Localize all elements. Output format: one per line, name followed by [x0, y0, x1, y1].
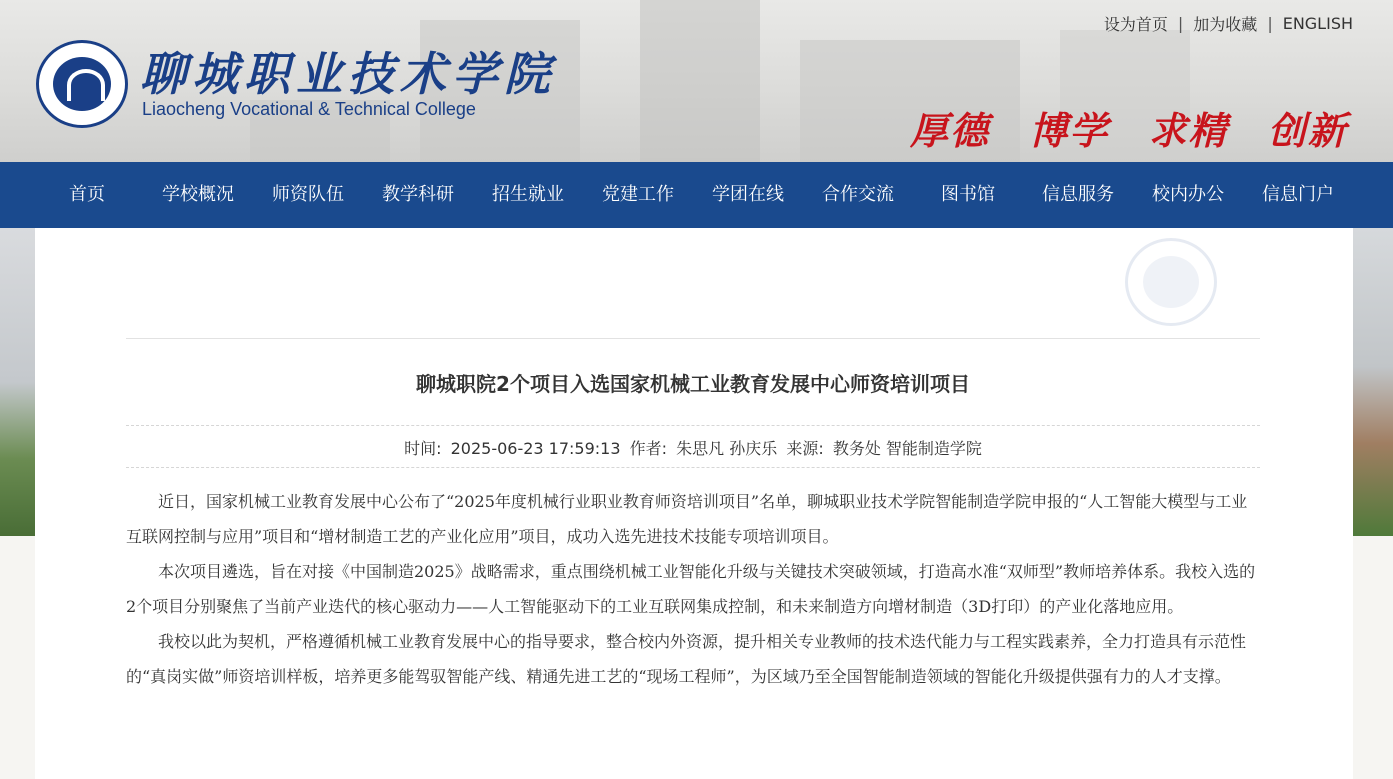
nav-item-student[interactable]: 学团在线 — [712, 184, 784, 205]
motto-word: 创新 — [1267, 108, 1348, 153]
nav-item-party[interactable]: 党建工作 — [602, 184, 674, 205]
college-name-cn[interactable]: 聊城职业技术学院 — [140, 47, 556, 101]
emblem-watermark-icon — [1125, 238, 1217, 326]
set-homepage-link[interactable]: 设为首页 — [1103, 15, 1168, 34]
site-header — [0, 0, 1393, 162]
author: 朱思凡 孙庆乐 — [676, 439, 778, 458]
nav-item-cooperation[interactable]: 合作交流 — [822, 184, 894, 205]
publish-time: 2025-06-23 17:59:13 — [450, 439, 621, 458]
paragraph: 我校以此为契机，严格遵循机械工业教育发展中心的指导要求，整合校内外资源，提升相关专业教师的技术迭代能力与工程实践素养，全力打造具有示范性的“真岗实做”师资培训样板，培养更多能驾驭智能产线、精通先进工艺的“现场工程师”，为区域乃至全国智能制造领域的智能化升级提供强有力的人才支撑。 — [126, 632, 1247, 686]
article-body — [126, 484, 1260, 694]
divider — [126, 467, 1260, 468]
source: 教务处 智能制造学院 — [832, 439, 982, 458]
paragraph: 本次项目遴选，旨在对接《中国制造2025》战略需求，重点围绕机械工业智能化升级与关键技术突破领域，打造高水准“双师型”教师培养体系。我校入选的2个项目分别聚焦了当前产业迭代的核心驱动力——人工智能驱动下的工业互联网集成控制，和未来制造方向增材制造（3D打印）的产业化落地应用。 — [126, 562, 1256, 616]
motto-word: 厚德 — [910, 108, 991, 153]
main-nav — [0, 162, 1393, 228]
nav-item-portal[interactable]: 信息门户 — [1262, 184, 1334, 205]
add-favorite-link[interactable]: 加为收藏 — [1193, 15, 1258, 34]
emblem-inner — [53, 57, 111, 111]
college-emblem-icon[interactable] — [36, 40, 128, 128]
divider — [126, 425, 1260, 426]
college-name-en[interactable]: Liaocheng Vocational & Technical College — [142, 99, 476, 119]
side-scenery-right — [1353, 228, 1393, 536]
college-motto — [910, 100, 1348, 155]
source-label: 来源: — [786, 439, 824, 458]
author-label: 作者: — [629, 439, 668, 458]
motto-word: 博学 — [1029, 108, 1110, 153]
article-card — [35, 228, 1353, 779]
nav-item-info[interactable]: 信息服务 — [1042, 184, 1114, 205]
divider — [126, 338, 1260, 339]
top-links — [1104, 12, 1353, 35]
paragraph: 近日，国家机械工业教育发展中心公布了“2025年度机械行业职业教育师资培训项目”名单，聊城职业技术学院智能制造学院申报的“人工智能大模型与工业互联网控制与应用”项目和“增材制造工艺的产业化应用”项目，成功入选先进技术技能专项培训项目。 — [126, 492, 1248, 546]
english-link[interactable]: ENGLISH — [1282, 14, 1353, 33]
nav-item-overview[interactable]: 学校概况 — [162, 184, 234, 205]
watermark-inner — [1143, 256, 1199, 308]
motto-word: 求精 — [1148, 108, 1229, 153]
nav-item-research[interactable]: 教学科研 — [382, 184, 454, 205]
nav-item-library[interactable]: 图书馆 — [941, 184, 995, 205]
article-meta — [126, 436, 1260, 459]
separator: | — [1177, 14, 1184, 33]
campus-background — [640, 0, 760, 162]
nav-item-office[interactable]: 校内办公 — [1152, 184, 1224, 205]
separator: | — [1267, 14, 1273, 33]
article-title: 聊城职院2个项目入选国家机械工业教育发展中心师资培训项目 — [416, 372, 970, 396]
nav-item-home[interactable]: 首页 — [69, 184, 105, 205]
nav-item-admissions[interactable]: 招生就业 — [492, 184, 564, 205]
time-label: 时间: — [404, 439, 442, 458]
nav-item-faculty[interactable]: 师资队伍 — [272, 184, 344, 205]
side-scenery-left — [0, 228, 35, 536]
